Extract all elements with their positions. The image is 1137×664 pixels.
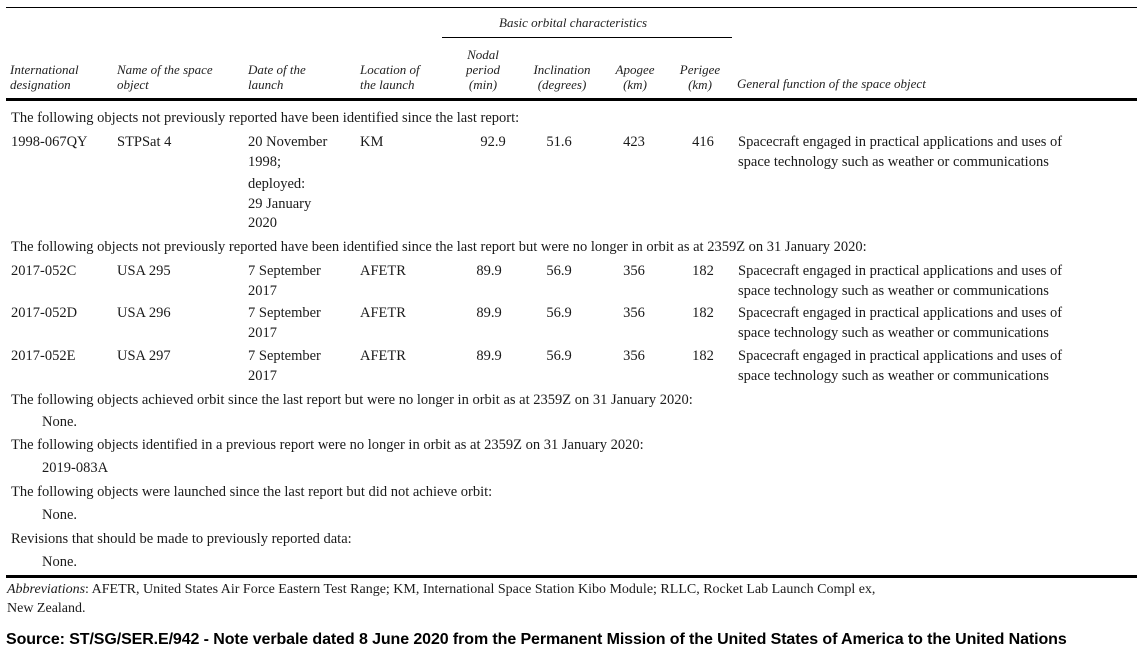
cell-apogee: 356: [623, 348, 645, 364]
cell-name: STPSat 4: [117, 134, 172, 150]
col-header-nodal-period: Nodal period (min): [466, 47, 500, 92]
cell-nodal-period: 89.9: [476, 348, 502, 364]
section-value: None.: [42, 507, 78, 523]
cell-inclination: 56.9: [546, 348, 572, 364]
cell-name: USA 297: [117, 348, 171, 364]
section-value: None.: [42, 414, 78, 430]
table-bottom-rule: [6, 575, 1137, 578]
col-header-date: Date of the launch: [248, 62, 306, 92]
cell-location: KM: [360, 134, 384, 150]
cell-function: Spacecraft engaged in practical applications and uses of space technology such as weather or communications: [738, 263, 1063, 299]
col-header-location: Location of the launch: [360, 62, 420, 92]
cell-function: Spacecraft engaged in practical applications and uses of space technology such as weather or communications: [738, 305, 1063, 341]
cell-inclination: 56.9: [546, 263, 572, 279]
cell-designation: 1998-067QY: [11, 134, 88, 150]
col-header-name: Name of the space object: [117, 62, 213, 92]
cell-nodal-period: 89.9: [476, 263, 502, 279]
cell-apogee: 356: [623, 263, 645, 279]
cell-date: 7 September 2017: [248, 348, 321, 384]
cell-designation: 2017-052C: [11, 263, 77, 279]
cell-nodal-period: 92.9: [480, 134, 506, 150]
section-heading: The following objects not previously reported have been identified since the last report:: [11, 110, 520, 126]
cell-date: 7 September 2017: [248, 263, 321, 299]
cell-designation: 2017-052E: [11, 348, 76, 364]
group-header-underline: [442, 37, 732, 38]
cell-function: Spacecraft engaged in practical applications and uses of space technology such as weather or communications: [738, 348, 1063, 384]
cell-name: USA 295: [117, 263, 171, 279]
cell-function: Spacecraft engaged in practical applications and uses of space technology such as weather or communications: [738, 134, 1063, 170]
col-header-perigee: Perigee (km): [679, 62, 721, 92]
cell-designation: 2017-052D: [11, 305, 78, 321]
abbreviations-label: Abbreviations: [7, 582, 86, 597]
cell-inclination: 56.9: [546, 305, 572, 321]
cell-perigee: 182: [692, 348, 714, 364]
section-heading: The following objects achieved orbit since the last report but were no longer in orbit as at 2359Z on 31 January 2020:: [11, 392, 693, 408]
cell-perigee: 416: [692, 134, 714, 150]
cell-name: USA 296: [117, 305, 171, 321]
section-heading: The following objects identified in a previous report were no longer in orbit as at 2359Z on 31 January 2020:: [11, 437, 644, 453]
cell-date: 7 September 2017: [248, 305, 321, 341]
cell-apogee: 356: [623, 305, 645, 321]
group-header-basic-orbital: Basic orbital characteristics: [499, 15, 648, 30]
cell-inclination: 51.6: [546, 134, 572, 150]
col-header-inclination: Inclination (degrees): [533, 62, 591, 92]
cell-nodal-period: 89.9: [476, 305, 502, 321]
col-header-designation: International designation: [10, 62, 79, 92]
cell-apogee: 423: [623, 134, 645, 150]
cell-date: 20 November 1998; deployed: 29 January 2020: [248, 134, 328, 231]
cell-location: AFETR: [360, 305, 406, 321]
table-top-rule: [6, 7, 1137, 8]
abbreviations-text: : AFETR, United States Air Force Eastern Test Range; KM, International Space Station Kibo Module; RLLC, Rocket Lab Launch Compl ex,: [85, 582, 876, 597]
abbreviations-note: [7, 580, 875, 618]
section-heading: The following objects not previously reported have been identified since the last report but were no longer in orbit as at 2359Z on 31 January 2020:: [11, 239, 867, 255]
section-value: 2019-083A: [42, 460, 109, 476]
cell-perigee: 182: [692, 263, 714, 279]
cell-perigee: 182: [692, 305, 714, 321]
cell-location: AFETR: [360, 348, 406, 364]
section-heading: Revisions that should be made to previously reported data:: [11, 531, 352, 547]
col-header-function: General function of the space object: [737, 76, 926, 91]
abbreviations-text-continued: New Zealand.: [7, 601, 86, 616]
col-header-apogee: Apogee (km): [615, 62, 655, 92]
header-bottom-rule: [6, 98, 1137, 101]
cell-location: AFETR: [360, 263, 406, 279]
section-heading: The following objects were launched since the last report but did not achieve orbit:: [11, 484, 493, 500]
section-value: None.: [42, 554, 78, 570]
source-note: Source: ST/SG/SER.E/942 - Note verbale dated 8 June 2020 from the Permanent Mission of the United States of America to the United Nations: [6, 631, 1067, 648]
